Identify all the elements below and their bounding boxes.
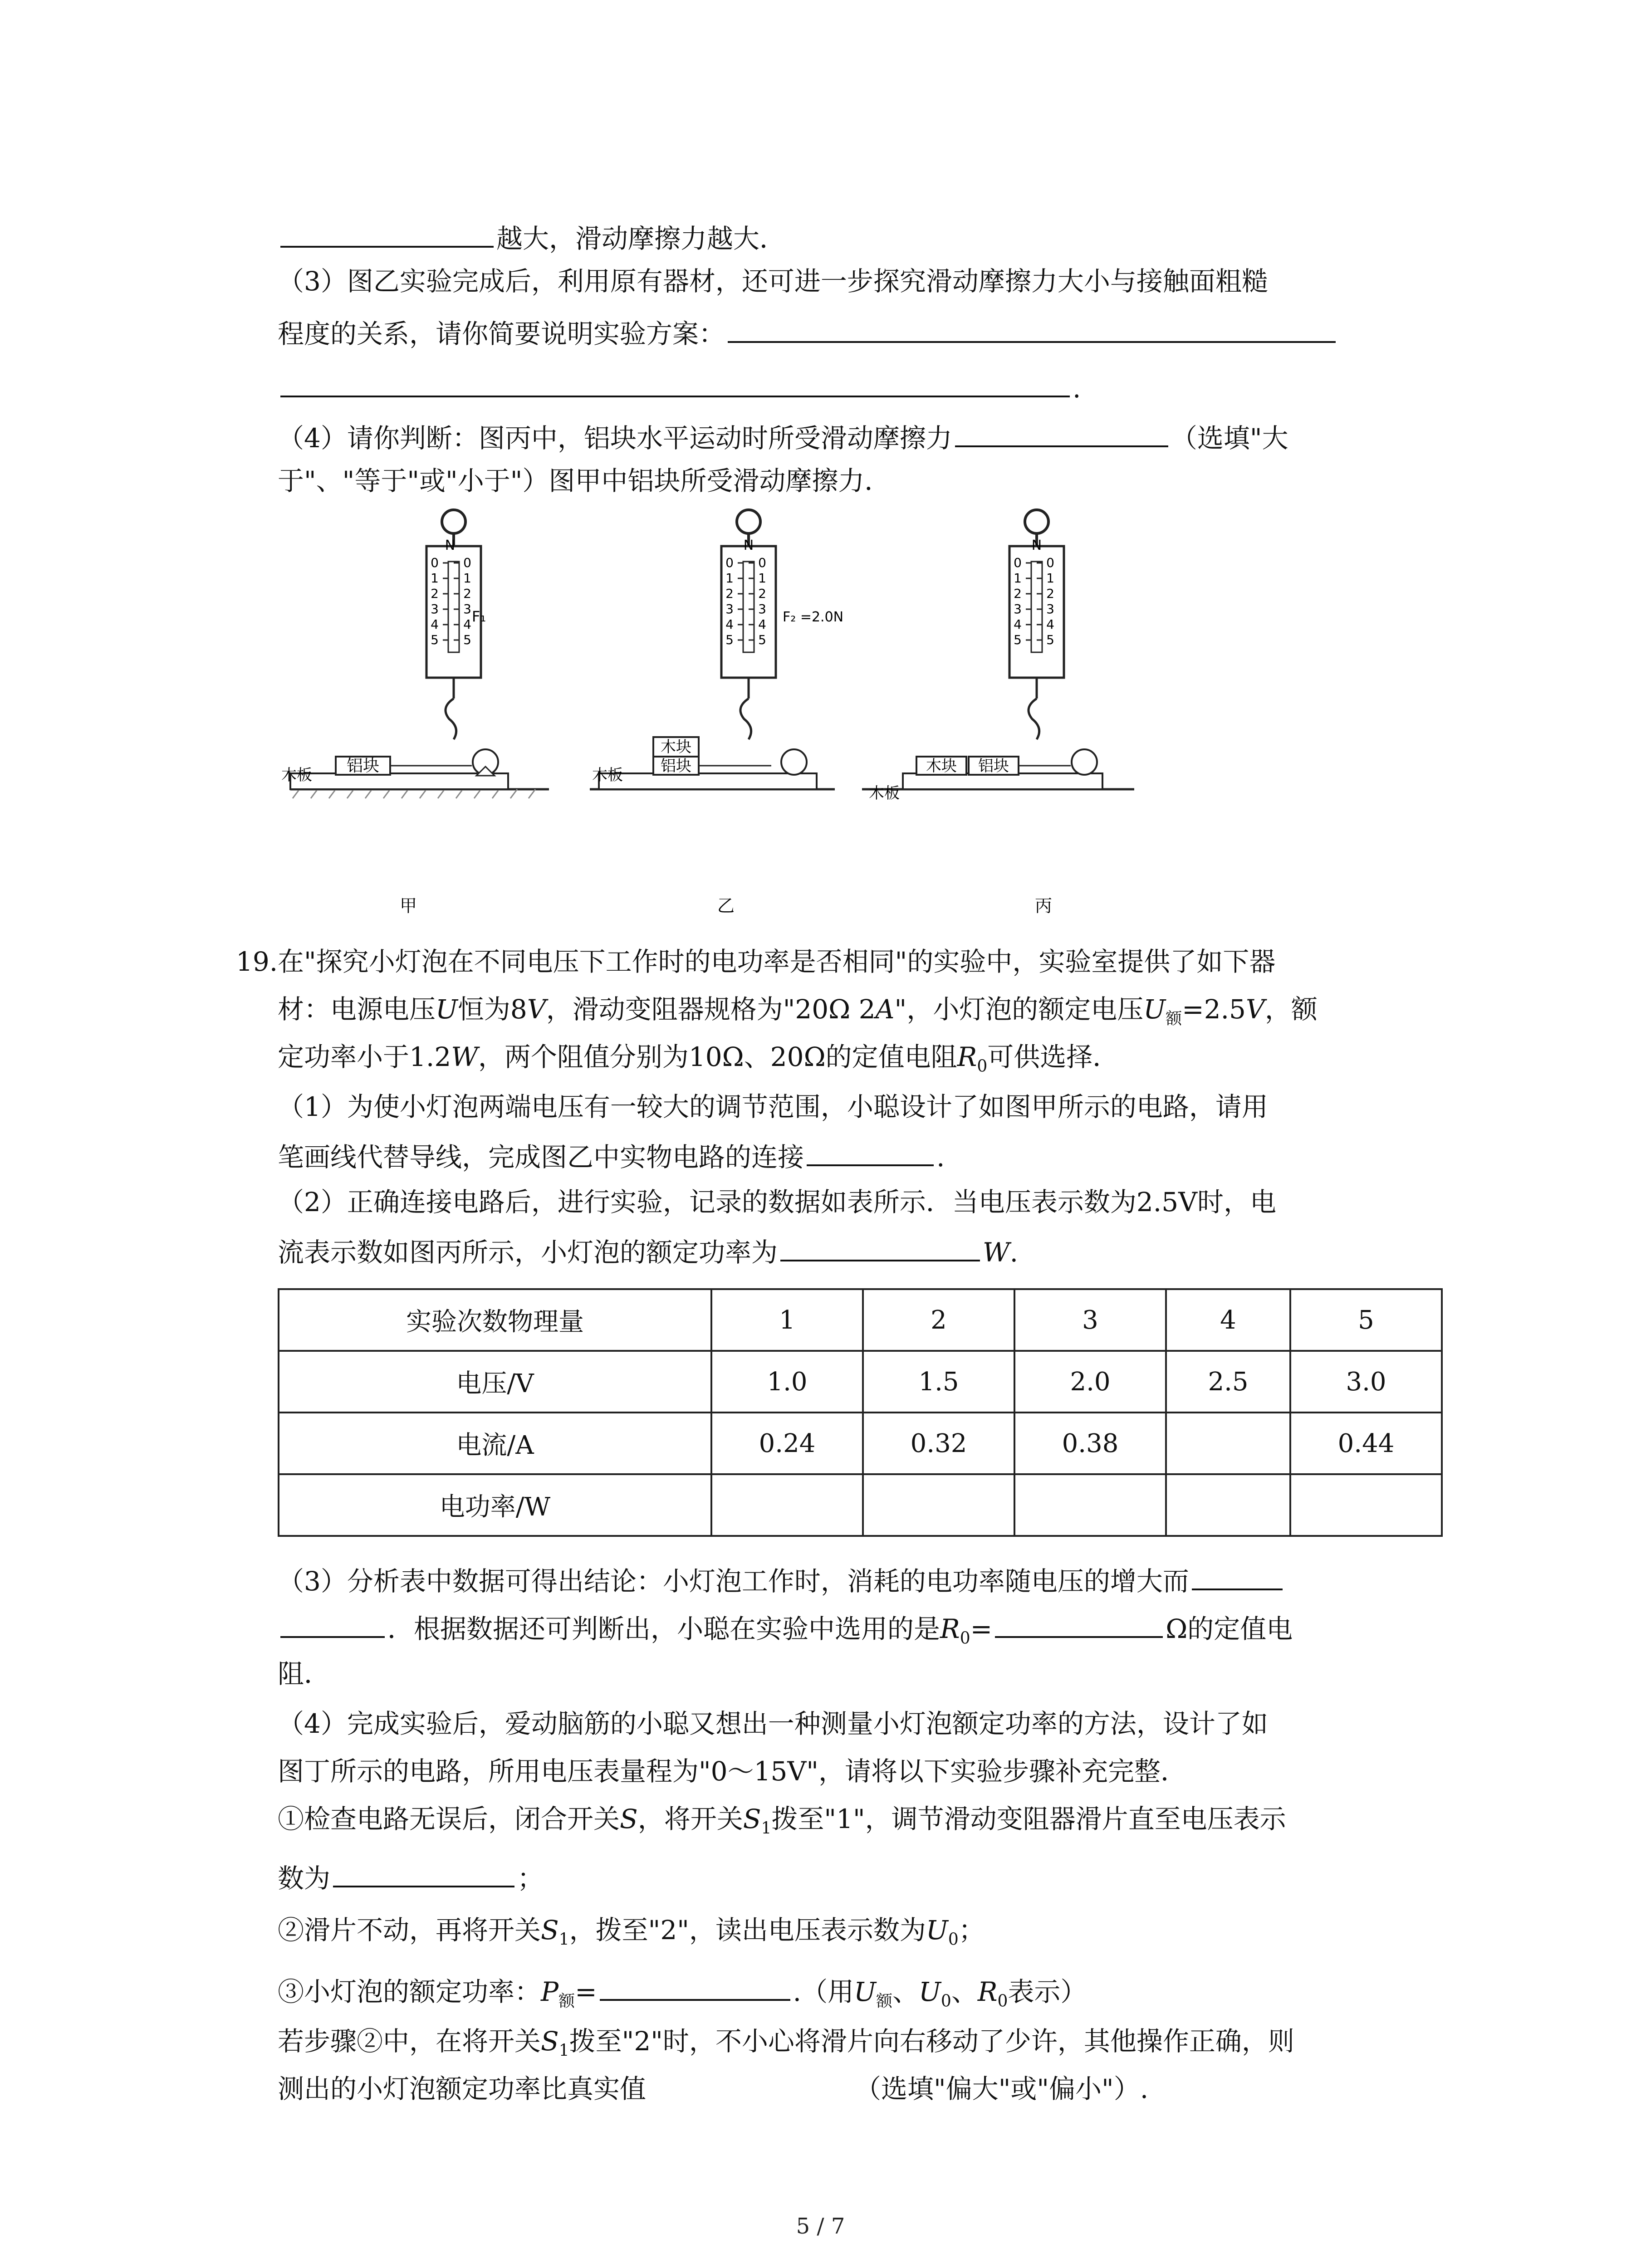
text: . <box>1009 1237 1019 1268</box>
text: 材：电源电压 <box>278 994 436 1025</box>
board-label: 木板 <box>592 766 623 784</box>
scale-tick-label: 2 <box>463 586 471 601</box>
caption-bing: 丙 <box>1034 896 1053 916</box>
text: . <box>1073 373 1081 404</box>
scale-tick-label: 5 <box>1046 632 1054 647</box>
symbol: R <box>977 1976 998 2007</box>
table-cell: 电流/A <box>279 1413 711 1474</box>
scale-tick-label: 0 <box>1014 555 1022 570</box>
unit: W <box>451 1041 478 1072</box>
text: （选填"偏大"或"偏小"）. <box>855 2073 1149 2104</box>
text: ③小灯泡的额定功率： <box>278 1976 541 2007</box>
scale-tick-label: 5 <box>431 632 439 647</box>
text: ，将开关 <box>637 1804 743 1834</box>
f2-label: F₂ =2.0N <box>783 609 844 625</box>
text: （3）分析表中数据可得出结论：小灯泡工作时，消耗的电功率随电压的增大而 <box>278 1566 1189 1597</box>
scale-tick-label: 2 <box>1046 586 1054 601</box>
text: ②滑片不动，再将开关 <box>278 1915 541 1945</box>
setup-bing <box>862 510 1134 916</box>
table-cell[interactable] <box>711 1474 863 1536</box>
text: 、 <box>892 1976 919 2007</box>
q19-step1-line-2 <box>278 1857 544 1897</box>
answer-blank[interactable] <box>995 1608 1163 1638</box>
table-cell[interactable] <box>1166 1474 1290 1536</box>
q19-line-3 <box>278 1039 1119 1085</box>
board-label: 木板 <box>281 766 312 784</box>
answer-blank[interactable] <box>955 417 1168 447</box>
symbol: R <box>957 1041 977 1072</box>
table-header-row <box>279 1289 1442 1351</box>
unit: V <box>1245 994 1265 1025</box>
scale-tick-label: 1 <box>725 571 734 586</box>
text: 数为 <box>278 1863 331 1894</box>
table-header: 实验次数物理量 <box>279 1289 711 1351</box>
subscript: 额 <box>1166 1009 1182 1028</box>
table-cell[interactable] <box>863 1474 1014 1536</box>
f1-label: F₁ <box>472 608 486 625</box>
spring-scale-figure <box>272 508 1180 916</box>
table-header: 1 <box>711 1289 863 1351</box>
text: 可供选择． <box>987 1041 1119 1072</box>
subscript: 0 <box>997 1992 1008 2011</box>
q19-step3 <box>278 1971 1087 2020</box>
q18-part4-line-2: 于"、"等于"或"小于"）图甲中铝块所受滑动摩擦力． <box>278 465 891 496</box>
symbol: S <box>541 1915 559 1945</box>
symbol: S <box>620 1804 638 1834</box>
text: = <box>575 1976 597 2007</box>
table-cell: 3.0 <box>1290 1351 1442 1413</box>
q19-part2-line-1: （2）正确连接电路后，进行实验，记录的数据如表所示．当电压表示数为2.5V时，电 <box>278 1187 1277 1217</box>
scale-tick-label: 3 <box>725 601 734 616</box>
text: 程度的关系，请你简要说明实验方案： <box>278 318 725 349</box>
scale-tick-label: 0 <box>1046 555 1054 570</box>
scale-tick-label: 1 <box>431 571 439 586</box>
q18-part3-line-1: （3）图乙实验完成后，利用原有器材，还可进一步探究滑动摩擦力大小与接触面粗糙 <box>278 266 1268 297</box>
subscript: 额 <box>876 1992 893 2011</box>
symbol: S <box>541 2026 559 2057</box>
question-number: 19. <box>236 946 278 977</box>
board-label: 木板 <box>869 784 900 802</box>
symbol: P <box>541 1976 559 2007</box>
table-cell: 2.5 <box>1166 1351 1290 1413</box>
subscript: 0 <box>948 1930 959 1949</box>
wood-block-label: 木块 <box>926 757 957 775</box>
unit: V <box>527 994 546 1025</box>
q19-step2 <box>278 1912 985 1958</box>
unit: A <box>875 994 895 1025</box>
table-header: 5 <box>1290 1289 1442 1351</box>
table-row <box>279 1413 1442 1474</box>
table-cell: 0.44 <box>1290 1413 1442 1474</box>
answer-blank[interactable] <box>280 367 1070 397</box>
answer-blank[interactable] <box>333 1857 514 1887</box>
text: Ω的定值电 <box>1166 1613 1293 1644</box>
table-cell[interactable] <box>1014 1474 1166 1536</box>
scale-tick-label: 1 <box>1014 571 1022 586</box>
answer-blank[interactable] <box>280 218 494 248</box>
text: ； <box>958 1915 985 1945</box>
scale-tick-label: 3 <box>463 601 471 616</box>
text: ．根据数据还可判断出，小聪在实验中选用的是 <box>387 1613 941 1644</box>
page-number: 5 / 7 <box>796 2214 845 2239</box>
text: ①检查电路无误后，闭合开关 <box>278 1804 620 1834</box>
symbol: U <box>436 994 458 1025</box>
scale-tick-label: 4 <box>431 617 439 632</box>
setup-jia <box>281 510 549 916</box>
subscript: 1 <box>761 1819 772 1838</box>
caption-yi: 乙 <box>717 896 735 916</box>
q19-part4-line-2: 图丁所示的电路，所用电压表量程为"0～15V"，请将以下实验步骤补充完整． <box>278 1756 1187 1787</box>
text: .（用 <box>793 1976 854 2007</box>
text: . <box>936 1142 945 1173</box>
scale-tick-label: 0 <box>463 555 471 570</box>
text: 拨至"1"，调节滑动变阻器滑片直至电压表示 <box>771 1804 1286 1834</box>
table-cell: 0.38 <box>1014 1413 1166 1474</box>
unit: W <box>983 1237 1010 1268</box>
scale-tick-label: 3 <box>1014 601 1022 616</box>
text: （选填"大 <box>1171 423 1288 454</box>
table-header: 2 <box>863 1289 1014 1351</box>
q18-part3-line-2 <box>278 313 1338 352</box>
aluminium-block-label: 铝块 <box>978 757 1009 775</box>
subscript: 0 <box>977 1057 988 1076</box>
table-row <box>279 1351 1442 1413</box>
scale-tick-label: 4 <box>1046 617 1054 632</box>
scale-tick-label: 2 <box>758 586 766 601</box>
table-cell[interactable] <box>1290 1474 1442 1536</box>
text: 若步骤②中，在将开关 <box>278 2026 541 2057</box>
answer-blank[interactable] <box>780 1232 980 1261</box>
q19-line-1: 在"探究小灯泡在不同电压下工作时的电功率是否相同"的实验中，实验室提供了如下器 <box>278 946 1276 977</box>
caption-jia: 甲 <box>399 896 417 916</box>
aluminium-block-label: 铝块 <box>661 757 691 775</box>
symbol: S <box>743 1804 761 1834</box>
symbol: U <box>854 1976 876 2007</box>
symbol: U <box>919 1976 941 2007</box>
scale-tick-label: 5 <box>725 632 734 647</box>
scale-tick-label: 5 <box>463 632 471 647</box>
text: （4）请你判断：图丙中，铝块水平运动时所受滑动摩擦力 <box>278 423 952 454</box>
answer-blank[interactable] <box>728 313 1336 343</box>
symbol: U <box>926 1915 948 1945</box>
text: 笔画线代替导线，完成图乙中实物电路的连接 <box>278 1142 804 1173</box>
scale-tick-label: 0 <box>758 555 766 570</box>
subscript: 0 <box>941 1992 951 2011</box>
scale-tick-label: 2 <box>431 586 439 601</box>
subscript: 1 <box>558 2041 569 2060</box>
wood-block-label: 木块 <box>661 738 691 756</box>
table-cell[interactable] <box>1166 1413 1290 1474</box>
scale-tick-label: 4 <box>1014 617 1022 632</box>
table-cell: 1.5 <box>863 1351 1014 1413</box>
scale-tick-label: 3 <box>1046 601 1054 616</box>
q19-part1-line-2 <box>278 1136 945 1175</box>
wood-board <box>599 773 817 789</box>
table-cell: 0.24 <box>711 1413 863 1474</box>
answer-blank[interactable] <box>600 1971 790 2001</box>
setup-yi <box>590 510 843 916</box>
q19-step4-line-2 <box>278 2071 1148 2107</box>
answer-blank[interactable] <box>1192 1560 1283 1590</box>
q19-part4-line-1: （4）完成实验后，爱动脑筋的小聪又想出一种测量小灯泡额定功率的方法，设计了如 <box>278 1708 1268 1739</box>
text: ，拨至"2"，读出电压表示数为 <box>569 1915 926 1945</box>
q19-line-2 <box>278 991 1318 1037</box>
scale-tick-label: 1 <box>463 571 471 586</box>
scale-tick-label: 5 <box>1014 632 1022 647</box>
q19-part3-line-2 <box>278 1608 1293 1657</box>
table-cell: 电压/V <box>279 1351 711 1413</box>
scale-tick-label: 1 <box>758 571 766 586</box>
scale-letter: N <box>1031 538 1042 553</box>
scale-tick-label: 2 <box>725 586 734 601</box>
text: = <box>970 1613 993 1644</box>
text: 流表示数如图丙所示，小灯泡的额定功率为 <box>278 1237 778 1268</box>
q18-line-1 <box>278 218 786 257</box>
subscript: 1 <box>558 1930 569 1949</box>
scale-tick-label: 4 <box>758 617 766 632</box>
text: 恒为8 <box>457 994 527 1025</box>
data-table <box>278 1288 1443 1537</box>
q19-part3-line-3: 阻． <box>278 1658 331 1689</box>
scale-tick-label: 4 <box>725 617 734 632</box>
table-cell: 电功率/W <box>279 1474 711 1536</box>
table-header: 3 <box>1014 1289 1166 1351</box>
q18-part3-line-3 <box>278 367 1081 406</box>
text: =2.5 <box>1182 994 1246 1025</box>
table-row <box>279 1474 1442 1536</box>
scale-tick-label: 0 <box>431 555 439 570</box>
text: 越大，滑动摩擦力越大． <box>496 223 786 254</box>
scale-tick-label: 2 <box>1014 586 1022 601</box>
text: "，小灯泡的额定电压 <box>894 994 1144 1025</box>
text: 拨至"2"时，不小心将滑片向右移动了少许，其他操作正确，则 <box>569 2026 1294 2057</box>
q19-part3-line-1 <box>278 1560 1285 1599</box>
table-cell: 0.32 <box>863 1413 1014 1474</box>
scale-tick-label: 5 <box>758 632 766 647</box>
q19-step4-line-1 <box>278 2023 1294 2069</box>
wood-board <box>903 773 1102 789</box>
symbol: R <box>940 1613 960 1644</box>
text: 、 <box>951 1976 978 2007</box>
text: ，两个阻值分别为10Ω、20Ω的定值电阻 <box>478 1041 957 1072</box>
symbol: U <box>1143 994 1166 1025</box>
scale-tick-label: 4 <box>463 617 471 632</box>
subscript: 0 <box>960 1629 970 1648</box>
text: 测出的小灯泡额定功率比真实值 <box>278 2073 647 2104</box>
q19-step1-line-1 <box>278 1801 1286 1847</box>
scale-tick-label: 3 <box>431 601 439 616</box>
text: 表示） <box>1008 1976 1087 2007</box>
text: ，滑动变阻器规格为"20Ω 2 <box>546 994 876 1025</box>
q19-part2-line-2 <box>278 1232 1018 1271</box>
scale-tick-label: 0 <box>725 555 734 570</box>
q19-part1-line-1: （1）为使小灯泡两端电压有一较大的调节范围，小聪设计了如图甲所示的电路，请用 <box>278 1091 1268 1122</box>
table-cell: 2.0 <box>1014 1351 1166 1413</box>
scale-letter: N <box>743 538 754 553</box>
text: ； <box>517 1863 544 1894</box>
table-header: 4 <box>1166 1289 1290 1351</box>
answer-blank[interactable] <box>807 1136 934 1166</box>
scale-tick-label: 3 <box>758 601 766 616</box>
text: 定功率小于1.2 <box>278 1041 451 1072</box>
table-cell: 1.0 <box>711 1351 863 1413</box>
q18-part4-line-1 <box>278 417 1288 456</box>
answer-blank[interactable] <box>280 1608 385 1638</box>
scale-tick-label: 1 <box>1046 571 1054 586</box>
subscript: 额 <box>558 1992 575 2011</box>
text: ，额 <box>1264 994 1318 1025</box>
scale-letter: N <box>445 538 456 553</box>
aluminium-block-label: 铝块 <box>346 757 380 775</box>
